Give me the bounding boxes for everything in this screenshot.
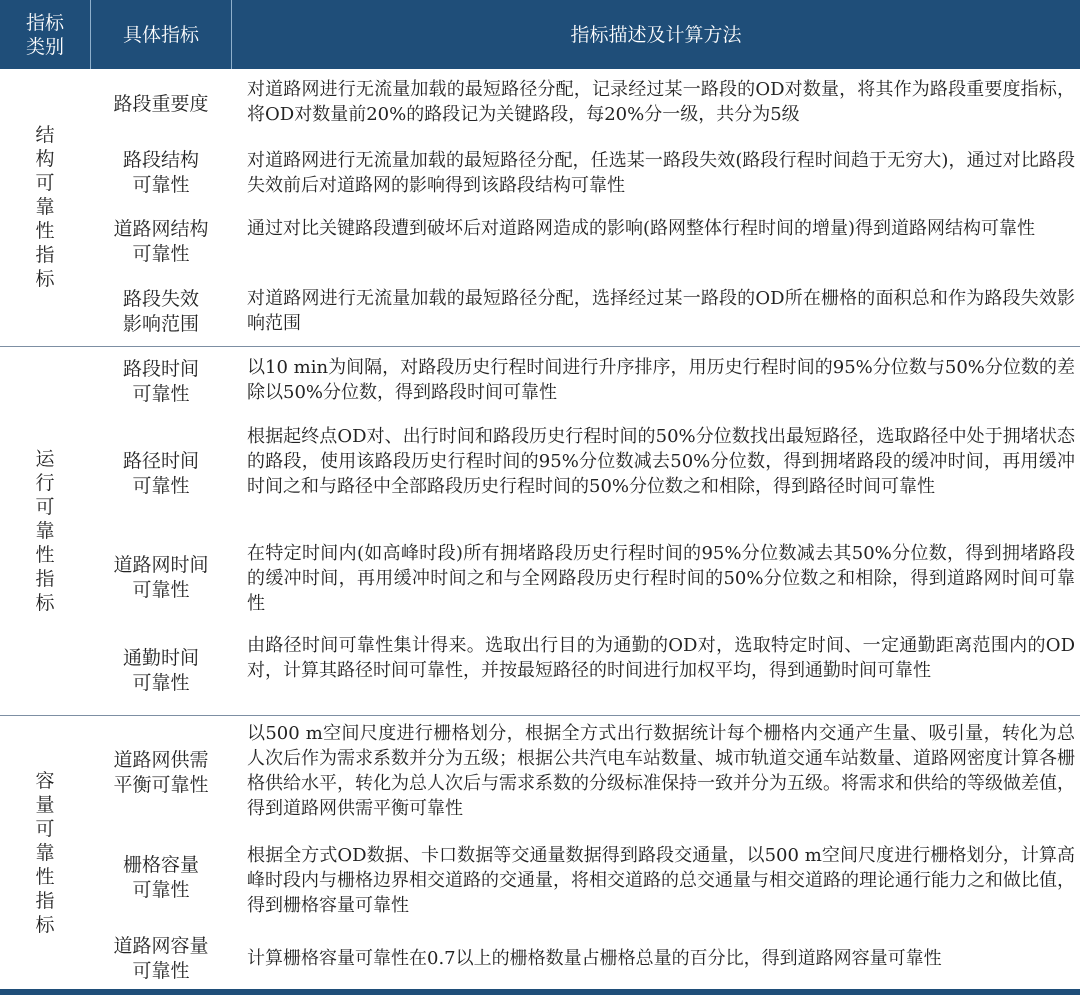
- indicator-cell: 路段失效影响范围: [122, 288, 199, 335]
- indicator-cell: 栅格容量可靠性: [122, 854, 199, 901]
- description-cell: 对道路网进行无流量加载的最短路径分配，记录经过某一路段的OD对数量，将其作为路段重要度指标，将OD对数量前20%的路段记为关键路段，每20%分一级，共分为5级: [247, 79, 1075, 125]
- category-operation: 运行可靠性指标: [35, 448, 55, 614]
- description-cell: 在特定时间内(如高峰时段)所有拥堵路段历史行程时间的95%分位数减去其50%分位数，得到拥堵路段的缓冲时间，再用缓冲时间之和与全网路段历史行程时间的50%分位数之和相除，得到道路网时间可靠性: [247, 543, 1075, 614]
- description-cell: 计算栅格容量可靠性在0.7以上的栅格数量占栅格总量的百分比，得到道路网容量可靠性: [247, 948, 942, 969]
- category-capacity: 容量可靠性指标: [35, 769, 55, 936]
- indicator-cell: 路段重要度: [113, 92, 209, 115]
- indicator-cell: 道路网供需平衡可靠性: [113, 749, 209, 796]
- indicator-cell: 路段结构可靠性: [122, 149, 199, 196]
- description-cell: 对道路网进行无流量加载的最短路径分配，选择经过某一路段的OD所在栅格的面积总和作为路段失效影响范围: [247, 288, 1075, 334]
- table-bottom-rule: [0, 989, 1080, 995]
- group-divider: [0, 346, 1080, 347]
- indicator-cell: 道路网容量可靠性: [113, 935, 209, 982]
- description-cell: 对道路网进行无流量加载的最短路径分配，任选某一路段失效(路段行程时间趋于无穷大)，通过对比路段失效前后对道路网的影响得到该路段结构可靠性: [247, 150, 1075, 196]
- category-structure: 结构可靠性指标: [35, 124, 55, 290]
- group-divider: [0, 715, 1080, 716]
- indicator-cell: 路径时间可靠性: [122, 450, 199, 497]
- indicator-cell: 路段时间可靠性: [122, 358, 199, 405]
- description-cell: 由路径时间可靠性集计得来。选取出行目的为通勤的OD对，选取特定时间、一定通勤距离范围内的OD对，计算其路径时间可靠性，并按最短路径的时间进行加权平均，得到通勤时间可靠性: [247, 635, 1075, 681]
- description-cell: 根据全方式OD数据、卡口数据等交通量数据得到路段交通量，以500 m空间尺度进行栅格划分，计算高峰时段内与栅格边界相交道路的交通量，将相交道路的总交通量与相交道路的理论通行能力之和做比值，得到栅格容量可靠性: [247, 845, 1075, 916]
- indicator-cell: 通勤时间可靠性: [122, 647, 199, 694]
- description-cell: 以500 m空间尺度进行栅格划分，根据全方式出行数据统计每个栅格内交通产生量、吸引量，转化为总人次后作为需求系数并分为五级；根据公共汽电车站数量、城市轨道交通车站数量、道路网密度计算各栅格供给水平，转化为总人次后与需求系数的分级标准保持一致并分为五级。将需求和供给的等级做差值，得到道路网供需平衡可靠性: [247, 723, 1075, 819]
- indicator-cell: 道路网时间可靠性: [113, 554, 209, 601]
- header-description: 指标描述及计算方法: [570, 23, 742, 46]
- indicator-cell: 道路网结构可靠性: [113, 218, 209, 265]
- description-cell: 以10 min为间隔，对路段历史行程时间进行升序排序，用历史行程时间的95%分位数与50%分位数的差除以50%分位数，得到路段时间可靠性: [247, 357, 1075, 403]
- header-category: 指标类别: [25, 11, 64, 58]
- table-header: [0, 0, 1080, 69]
- header-indicator: 具体指标: [122, 23, 199, 46]
- description-cell: 通过对比关键路段遭到破坏后对道路网造成的影响(路网整体行程时间的增量)得到道路网结构可靠性: [247, 218, 1036, 239]
- description-cell: 根据起终点OD对、出行时间和路段历史行程时间的50%分位数找出最短路径，选取路径中处于拥堵状态的路段，使用该路段历史行程时间的95%分位数减去50%分位数，得到拥堵路段的缓冲时间，再用缓冲时间之和与路径中全部路段历史行程时间的50%分位数之和相除，得到路径时间可靠性: [247, 426, 1075, 497]
